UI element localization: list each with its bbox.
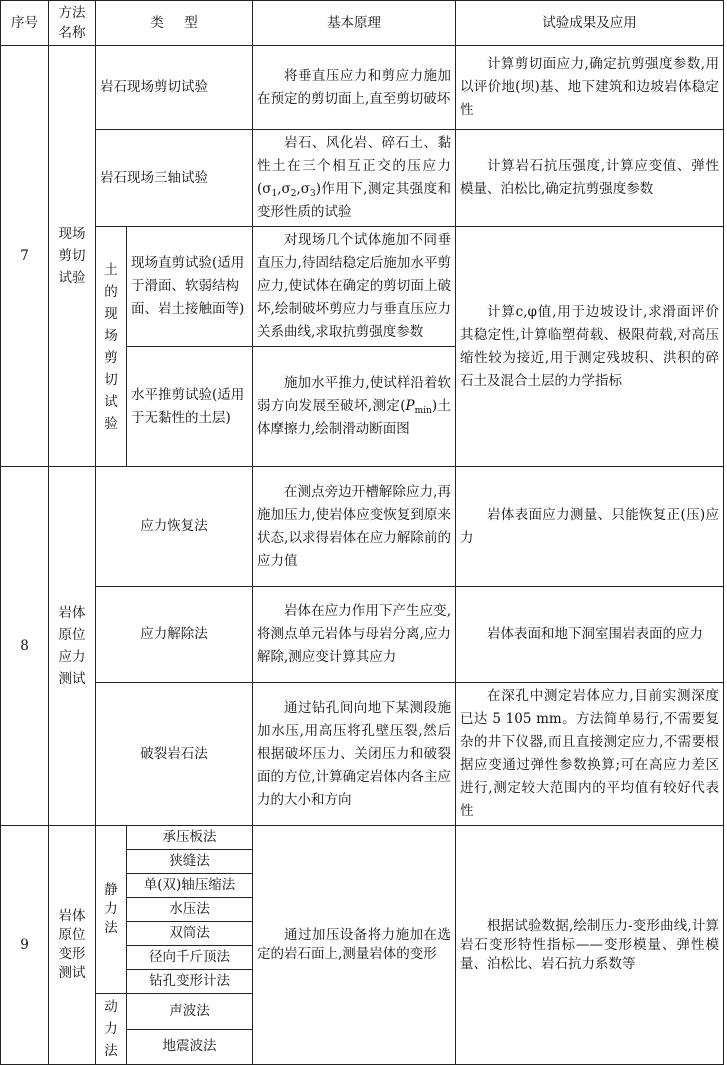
group-8-no: 8 [1, 467, 49, 826]
results-cell: 在深孔中测定岩体应力,目前实测深度已达 5 105 mm。方法简单易行,不需要复杂的井下仪器,而且直接测定应力,不需要根据应变通过弹性参数换算;可在高应力差区进行,测定较大范围内的平均值有较好代表性 [456, 683, 724, 826]
dynamic-method-label: 动力法 [96, 994, 127, 1065]
principle-cell: 将垂直压应力和剪应力施加在预定的剪切面上,直至剪切破坏 [253, 46, 456, 130]
header-principle: 基本原理 [253, 1, 456, 46]
results-cell: 根据试验数据,绘制压力-变形曲线,计算岩石变形特性指标——变形模量、弹性模量、泊松比、岩石抗力系数等 [456, 826, 724, 1065]
principle-cell [253, 130, 456, 227]
type-cell: 应力解除法 [96, 587, 253, 683]
group-9-name: 岩体原位变形测试 [49, 826, 96, 1065]
static-item: 双筒法 [127, 922, 253, 946]
type-cell: 岩石现场三轴试验 [96, 130, 253, 227]
results-cell: 岩体表面和地下洞室围岩表面的应力 [456, 587, 724, 683]
type-cell: 岩石现场剪切试验 [96, 46, 253, 130]
header-row [1, 1, 724, 46]
principle-text: 岩石、风化岩、碎石土、黏性土在三个相互正交的压应力$(\sigma_1,\sigma_2,\sigma_3)$作用下,测定其强度和变形性质的试验 [257, 135, 451, 220]
table-row [1, 227, 724, 347]
static-item: 钻孔变形计法 [127, 970, 253, 994]
header-results: 试验成果及应用 [456, 1, 724, 46]
static-item: 狭缝法 [127, 850, 253, 874]
type-cell: 现场直剪试验(适用于滑面、软弱结构面、岩土接触面等) [127, 227, 253, 347]
table-row [1, 587, 724, 683]
principle-cell [253, 347, 456, 467]
header-method-name: 方法名称 [49, 1, 96, 46]
table-row [1, 826, 724, 850]
type-cell: 应力恢复法 [96, 467, 253, 587]
table-row [1, 683, 724, 826]
header-type: 类 型 [96, 1, 253, 46]
static-item: 承压板法 [127, 826, 253, 850]
principle-text: 施加水平推力,使试样沿着软弱方向发展至破坏,测定$(P_{min})$土体摩擦力,绘制滑动断面图 [257, 375, 451, 437]
group-8-name: 岩体原位应力测试 [49, 467, 96, 826]
type-cell: 破裂岩石法 [96, 683, 253, 826]
dynamic-item: 地震波法 [127, 1029, 253, 1065]
principle-cell: 在测点旁边开槽解除应力,再施加压力,使岩体应变恢复到原来状态,以求得岩体在应力解除前的应力值 [253, 467, 456, 587]
principle-cell: 对现场几个试体施加不同垂直压力,待固结稳定后施加水平剪应力,使试体在确定的剪切面上破坏,绘制破坏剪应力与垂直压应力关系曲线,求取抗剪强度参数 [253, 227, 456, 347]
group-7-name: 现场剪切试验 [49, 46, 96, 467]
results-cell: 计算岩石抗压强度,计算应变值、弹性模量、泊松比,确定抗剪强度参数 [456, 130, 724, 227]
results-cell: 计算剪切面应力,确定抗剪强度参数,用以评价地(坝)基、地下建筑和边坡岩体稳定性 [456, 46, 724, 130]
static-item: 水压法 [127, 898, 253, 922]
soil-shear-label: 土的现场剪切试验 [96, 227, 127, 467]
dynamic-item: 声波法 [127, 994, 253, 1030]
group-7-no: 7 [1, 46, 49, 467]
principle-cell: 岩体在应力作用下产生应变,将测点单元岩体与母岩分离,应力解除,测应变计算其应力 [253, 587, 456, 683]
table-row [1, 467, 724, 587]
type-cell: 水平推剪试验(适用于无黏性的土层) [127, 347, 253, 467]
static-method-label: 静力法 [96, 826, 127, 994]
results-cell: 岩体表面应力测量、只能恢复正(压)应力 [456, 467, 724, 587]
table-row [1, 46, 724, 130]
static-item: 单(双)轴压缩法 [127, 874, 253, 898]
static-item: 径向千斤顶法 [127, 946, 253, 970]
table-row [1, 130, 724, 227]
group-9-no: 9 [1, 826, 49, 1065]
header-no: 序号 [1, 1, 49, 46]
principle-cell: 通过钻孔间向地下某测段施加水压,用高压将孔壁压裂,然后根据破坏压力、关闭压力和破裂面的方位,计算确定岩体内各主应力的大小和方向 [253, 683, 456, 826]
results-cell: 计算c,φ值,用于边坡设计,求滑面评价其稳定性,计算临塑荷载、极限荷载,对高压缩性较为接近,用于测定残坡积、洪积的碎石土及混合土层的力学指标 [456, 227, 724, 467]
principle-cell: 通过加压设备将力施加在选定的岩石面上,测量岩体的变形 [253, 826, 456, 1065]
